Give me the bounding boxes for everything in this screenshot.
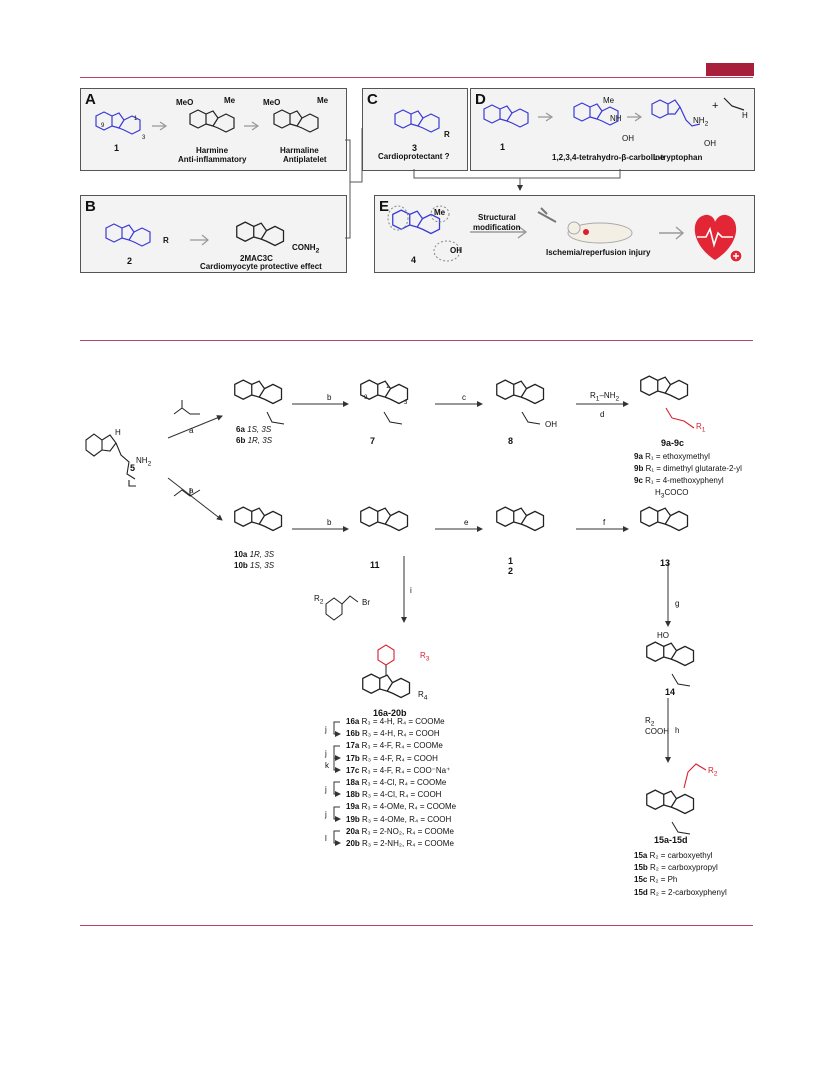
compound-10b-label: 10b 1S, 3S bbox=[234, 561, 275, 570]
compound-5-structure bbox=[86, 434, 136, 486]
open-arrow-d1 bbox=[538, 113, 552, 121]
compound-1-label: 1 bbox=[114, 143, 120, 153]
bracket-j4: j bbox=[325, 810, 327, 819]
panel-e-label: E bbox=[379, 198, 390, 215]
series-9b: 9b R₁ = dimethyl glutarate-2-yl bbox=[634, 464, 742, 474]
harmaline-me: Me bbox=[317, 96, 329, 105]
panel-d-plus: + bbox=[712, 100, 719, 112]
compound-9-r1: $R_1$ bbox=[696, 422, 706, 434]
bracket-j1: j bbox=[325, 725, 327, 734]
compound-4-me: Me bbox=[434, 208, 446, 217]
harmaline-meo: MeO bbox=[263, 98, 281, 107]
position-3-label: 3 bbox=[142, 135, 146, 141]
bracket-l: l bbox=[325, 834, 327, 843]
harmaline-name: Harmaline bbox=[280, 146, 319, 155]
compound-16-structure bbox=[363, 674, 410, 697]
open-arrow-a2 bbox=[244, 122, 258, 130]
panel-d-nh2: $NH_2$ bbox=[693, 116, 709, 128]
reagent-a-lower: a bbox=[189, 486, 194, 495]
compound-11-structure bbox=[361, 507, 408, 530]
compound-13-acetoxy: $H_3COCO$ bbox=[655, 488, 689, 500]
compound-3-label: 3 bbox=[412, 143, 418, 153]
compound-14-structure bbox=[647, 642, 694, 665]
beta-carboline-structure-d1 bbox=[484, 105, 528, 127]
series-16-list bbox=[346, 716, 456, 850]
compound-16-r3: $R_3$ bbox=[420, 651, 430, 663]
position-1-label: 1 bbox=[134, 116, 138, 122]
panel-b-r: R bbox=[163, 236, 169, 245]
highlight-nh bbox=[388, 206, 408, 230]
panel-d-label: D bbox=[475, 91, 486, 108]
compound-10-structure bbox=[235, 507, 282, 530]
beta-carboline-structure-2 bbox=[106, 224, 150, 246]
compound-4-structure bbox=[393, 210, 440, 233]
series-19a: 19a R₃ = 4-OMe, R₄ = COOMe bbox=[346, 802, 457, 812]
reagent-a-upper: a bbox=[189, 426, 194, 435]
series-15c: 15c R₂ = Ph bbox=[634, 875, 678, 885]
compound-6-structure bbox=[235, 380, 282, 403]
structural-label: Structural bbox=[478, 213, 516, 222]
bracket-k: k bbox=[325, 761, 329, 770]
panel-d-nh: NH bbox=[610, 114, 622, 123]
reagent-i: i bbox=[410, 586, 412, 595]
series-16a: 16a R₃ = 4-H, R₄ = COOMe bbox=[346, 717, 445, 726]
harmine-name: Harmine bbox=[196, 146, 229, 155]
series-16b: 16b R₃ = 4-H, R₄ = COOH bbox=[346, 729, 440, 739]
compound-4-label: 4 bbox=[411, 255, 417, 265]
compound-5-nh2: $NH_2$ bbox=[136, 456, 152, 468]
panel-c-label: C bbox=[367, 91, 378, 108]
2mac3c-desc: Cardiomyocyte protective effect bbox=[200, 262, 322, 271]
series-9-list bbox=[634, 451, 742, 488]
reagent-g: g bbox=[675, 599, 680, 608]
series-20b: 20b R₃ = 2-NH₂, R₄ = COOMe bbox=[346, 839, 454, 849]
tetrahydro-carboline-name: 1,2,3,4-tetrahydro-β-carboline bbox=[552, 153, 665, 162]
acid-reagent-cooh: COOH bbox=[645, 727, 669, 736]
aldehyde-structure bbox=[724, 98, 744, 110]
bracket-j3: j bbox=[325, 785, 327, 794]
series-15-list bbox=[634, 850, 727, 899]
compound-8-label: 8 bbox=[508, 436, 514, 446]
compound-12a-label: 1 bbox=[508, 556, 514, 566]
compound-14-label: 14 bbox=[665, 687, 676, 697]
compound-15-label: 15a-15d bbox=[654, 835, 688, 845]
open-arrow-d2 bbox=[627, 113, 641, 121]
compound-14-ho: HO bbox=[657, 631, 669, 640]
panel-a-label: A bbox=[85, 91, 96, 108]
series-15b: 15b R₂ = carboxypropyl bbox=[634, 863, 718, 873]
compound-5-label: 5 bbox=[130, 463, 136, 473]
compound-9-structure bbox=[641, 376, 688, 399]
panel-d-me: Me bbox=[603, 96, 615, 105]
series-9a: 9a R₁ = ethoxymethyl bbox=[634, 452, 710, 461]
modification-label: modification bbox=[473, 223, 521, 232]
tryptophan-name: L-tryptophan bbox=[653, 153, 703, 162]
panel-c-desc: Cardioprotectant ? bbox=[378, 152, 450, 161]
2mac3c-structure bbox=[237, 222, 284, 245]
beta-carboline-structure-3 bbox=[395, 110, 439, 132]
compound-11-label: 11 bbox=[370, 560, 380, 570]
panel-d-compound-1: 1 bbox=[500, 142, 506, 152]
connector-cd-e bbox=[414, 169, 620, 190]
open-arrow-a1 bbox=[152, 122, 166, 130]
compound-6a-label: 6a 1S, 3S bbox=[236, 425, 272, 434]
harmine-desc: Anti-inflammatory bbox=[178, 155, 247, 164]
compound-12b-label: 2 bbox=[508, 566, 514, 576]
position-9-label: 9 bbox=[101, 123, 105, 129]
reagent-e: e bbox=[464, 518, 469, 527]
harmaline-desc: Antiplatelet bbox=[283, 155, 327, 164]
compound-9-label: 9a-9c bbox=[661, 438, 685, 448]
series-15a: 15a R₂ = carboxyethyl bbox=[634, 851, 713, 860]
injury-label: Ischemia/reperfusion injury bbox=[546, 248, 651, 257]
harmine-meo: MeO bbox=[176, 98, 194, 107]
2mac3c-amide: $CONH_2$ bbox=[292, 243, 320, 255]
series-18a: 18a R₃ = 4-Cl, R₄ = COOMe bbox=[346, 778, 447, 788]
connector-ab-c bbox=[345, 128, 362, 238]
amine-reagent: $R_1-NH_2$ bbox=[590, 391, 620, 403]
compound-13-label: 13 bbox=[660, 558, 671, 568]
compound-5-nh: H bbox=[115, 428, 121, 437]
series-15d: 15d R₂ = 2-carboxyphenyl bbox=[634, 887, 727, 897]
series-17b: 17b R₃ = 4-F, R₄ = COOH bbox=[346, 753, 438, 763]
harmine-me: Me bbox=[224, 96, 236, 105]
compound-7-label: 7 bbox=[370, 436, 376, 446]
series-17c: 17c R₃ = 4-F, R₄ = COO⁻Na⁺ bbox=[346, 765, 451, 775]
series-18b: 18b R₃ = 4-Cl, R₄ = COOH bbox=[346, 790, 442, 800]
compound-15-structure bbox=[647, 790, 694, 813]
series-19b: 19b R₃ = 4-OMe, R₄ = COOH bbox=[346, 814, 452, 824]
open-arrow-e2 bbox=[659, 227, 683, 239]
series-17a: 17a R₃ = 4-F, R₄ = COOMe bbox=[346, 741, 443, 751]
panel-c-r: R bbox=[444, 130, 450, 139]
benzyl-br: Br bbox=[362, 598, 370, 607]
compound-2-label: 2 bbox=[127, 256, 133, 266]
panel-d-h: H bbox=[742, 111, 748, 120]
harmaline-structure bbox=[274, 110, 318, 132]
compound-6b-label: 6b 1R, 3S bbox=[236, 436, 273, 445]
reagent-d: d bbox=[600, 410, 605, 419]
compound-8-structure bbox=[497, 380, 544, 403]
panel-d-oh1: OH bbox=[622, 134, 634, 143]
compound-7-pos3: 3 bbox=[404, 400, 408, 406]
benzyl-bromide-structure bbox=[326, 596, 358, 620]
series-20a: 20a R₃ = 2-NO₂, R₄ = COOMe bbox=[346, 826, 454, 836]
compound-12-structure bbox=[497, 507, 544, 530]
panel-b-label: B bbox=[85, 198, 96, 215]
reagent-f: f bbox=[603, 518, 606, 527]
syringe-icon bbox=[538, 208, 556, 222]
compound-8-oh: OH bbox=[545, 420, 557, 429]
reagent-c: c bbox=[462, 393, 466, 402]
compound-13-structure bbox=[641, 507, 688, 530]
bracket-j2: j bbox=[325, 749, 327, 758]
arrow-a-lower bbox=[168, 478, 222, 520]
compound-10a-label: 10a 1R, 3S bbox=[234, 550, 275, 559]
compound-4-oh: OH bbox=[450, 246, 462, 255]
arrow-a-upper bbox=[168, 416, 222, 438]
panel-d-oh2: OH bbox=[704, 139, 716, 148]
benzyl-r2: $R_2$ bbox=[314, 594, 324, 606]
open-arrow-b bbox=[190, 235, 208, 245]
compound-15-r2: $R_2$ bbox=[708, 766, 718, 778]
reagent-b-upper: b bbox=[327, 393, 332, 402]
series-9c: 9c R₁ = 4-methoxyphenyl bbox=[634, 476, 724, 486]
compound-16-benzyl-ring bbox=[378, 645, 394, 665]
reagent-h: h bbox=[675, 726, 680, 735]
2mac3c-name: 2MAC3C bbox=[240, 254, 273, 263]
compound-7-pos9: 9 bbox=[364, 395, 368, 401]
acid-reagent-r2: $R_2$ bbox=[645, 716, 655, 728]
compound-16-r4: $R_4$ bbox=[418, 690, 428, 702]
compound-7-pos1: 1 bbox=[386, 384, 390, 390]
harmine-structure bbox=[190, 110, 234, 132]
reagent-b-lower: b bbox=[327, 518, 332, 527]
compound-7-structure bbox=[361, 380, 408, 403]
compound-16-label: 16a-20b bbox=[373, 708, 407, 718]
